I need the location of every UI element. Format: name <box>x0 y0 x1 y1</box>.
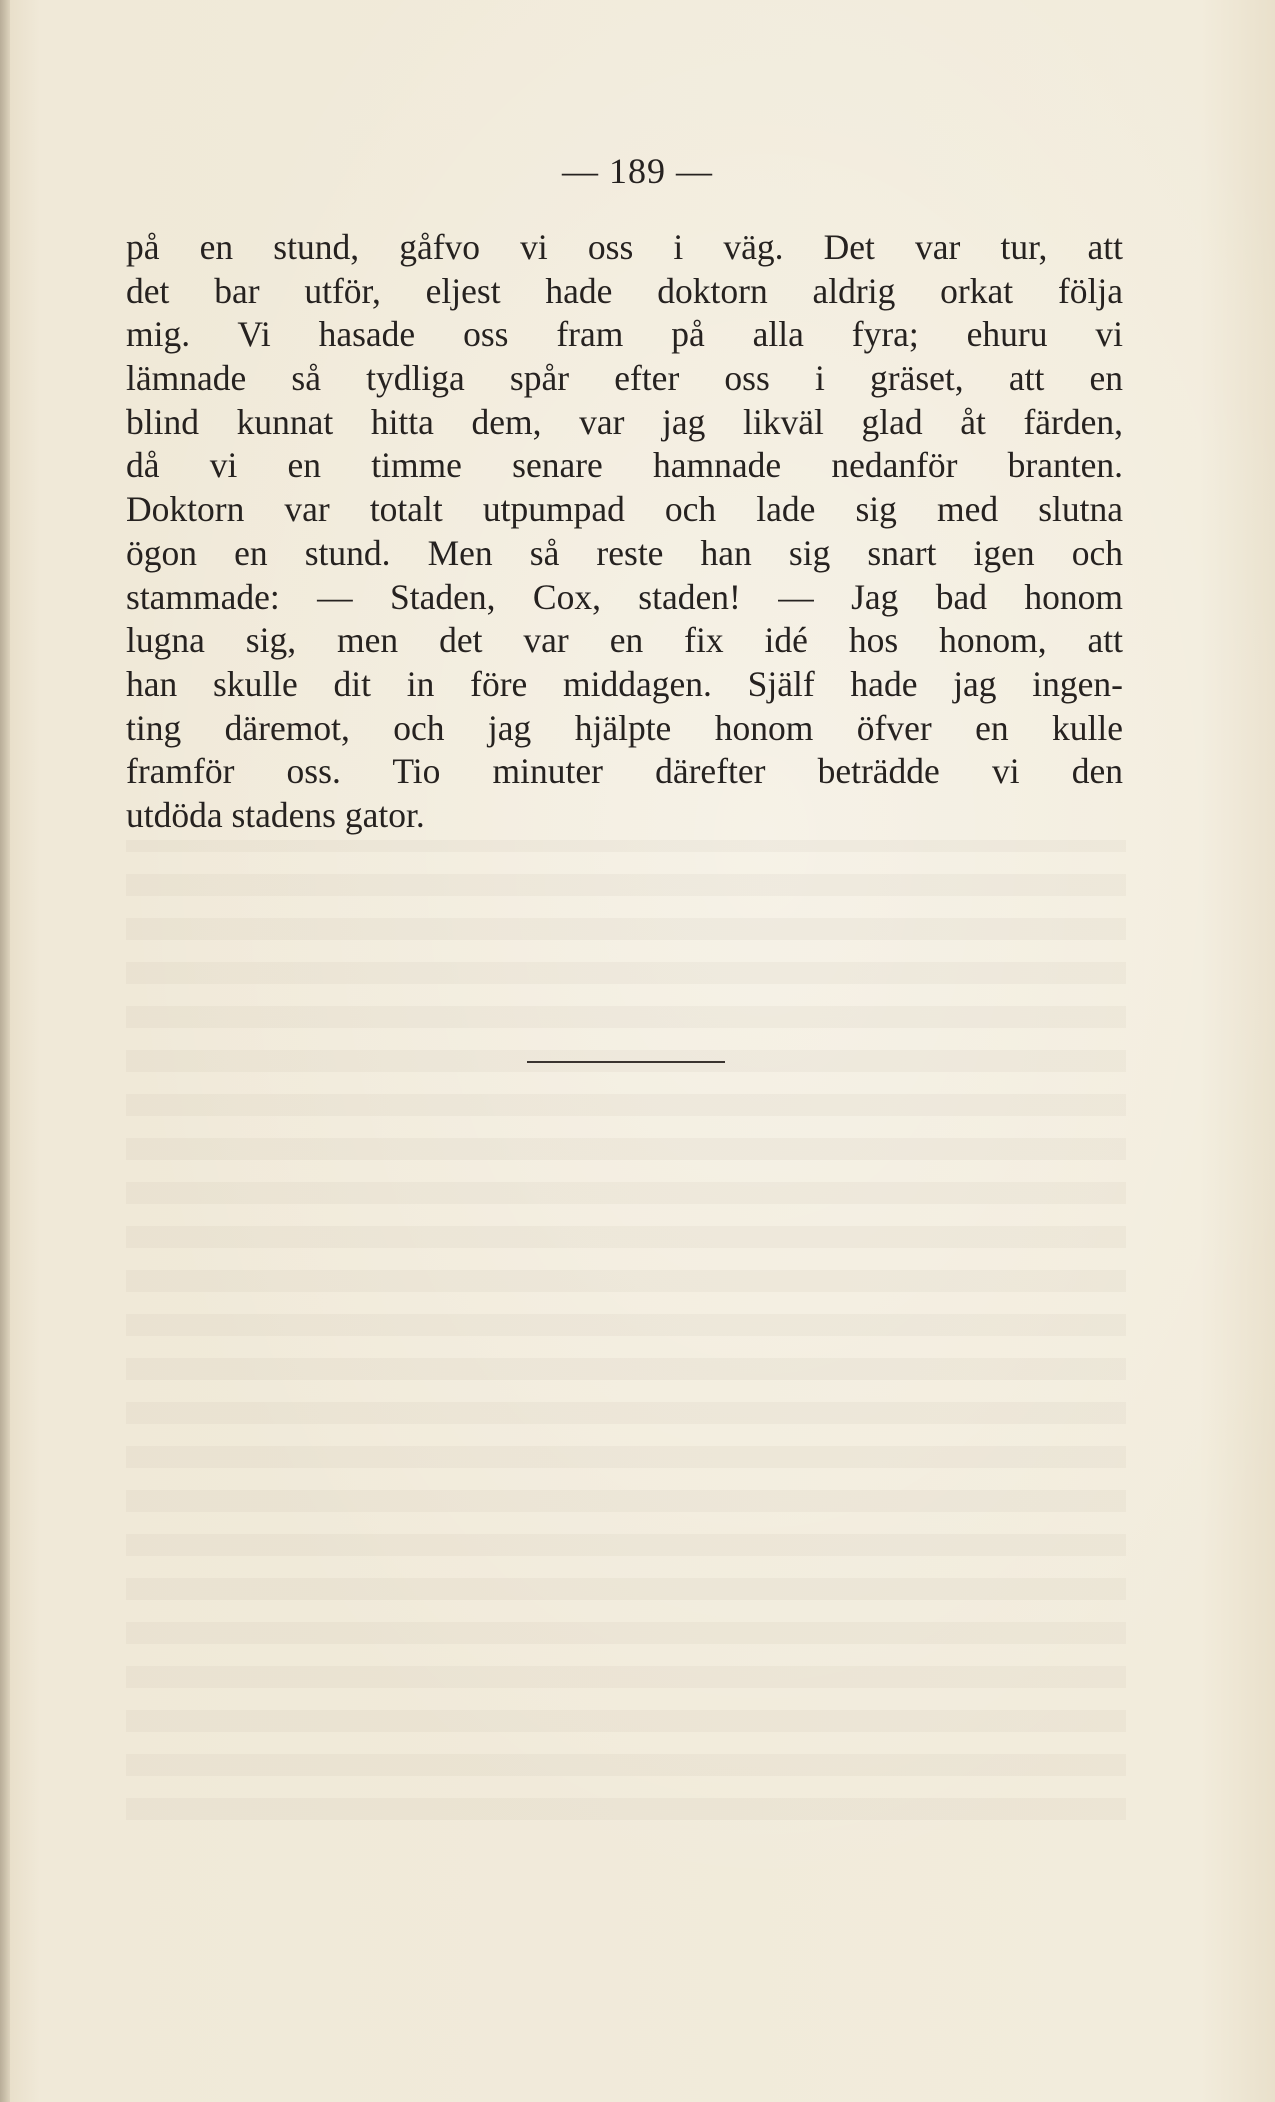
text-line: lämnade så tydliga spår efter oss i gräset, att en <box>126 358 1123 399</box>
page-spine-edge <box>0 0 10 2102</box>
text-line: ting däremot, och jag hjälpte honom öfver en kulle <box>126 707 1123 748</box>
text-line: ögon en stund. Men så reste han sig snart igen och <box>126 532 1123 573</box>
body-text <box>126 226 1123 838</box>
text-line: blind kunnat hitta dem, var jag likväl glad åt färden, <box>126 401 1123 442</box>
text-line: stammade: — Staden, Cox, staden! — Jag bad honom <box>126 576 1123 617</box>
section-end-rule <box>527 1061 725 1063</box>
text-line: mig. Vi hasade oss fram på alla fyra; ehuru vi <box>126 314 1123 355</box>
text-line: på en stund, gåfvo vi oss i väg. Det var tur, att <box>126 227 1123 267</box>
text-line: Doktorn var totalt utpumpad och lade sig med slutna <box>126 489 1123 530</box>
show-through-texture <box>126 840 1126 1820</box>
text-line-last: utdöda stadens gator. <box>126 794 425 835</box>
text-line: då vi en timme senare hamnade nedanför branten. <box>126 445 1123 486</box>
text-line: lugna sig, men det var en fix idé hos honom, att <box>126 620 1123 661</box>
text-line: han skulle dit in före middagen. Själf hade jag ingen- <box>126 663 1123 704</box>
text-line: framför oss. Tio minuter därefter beträdde vi den <box>126 751 1123 792</box>
text-line: det bar utför, eljest hade doktorn aldrig orkat följa <box>126 270 1123 311</box>
page-number: — 189 — <box>562 151 713 191</box>
